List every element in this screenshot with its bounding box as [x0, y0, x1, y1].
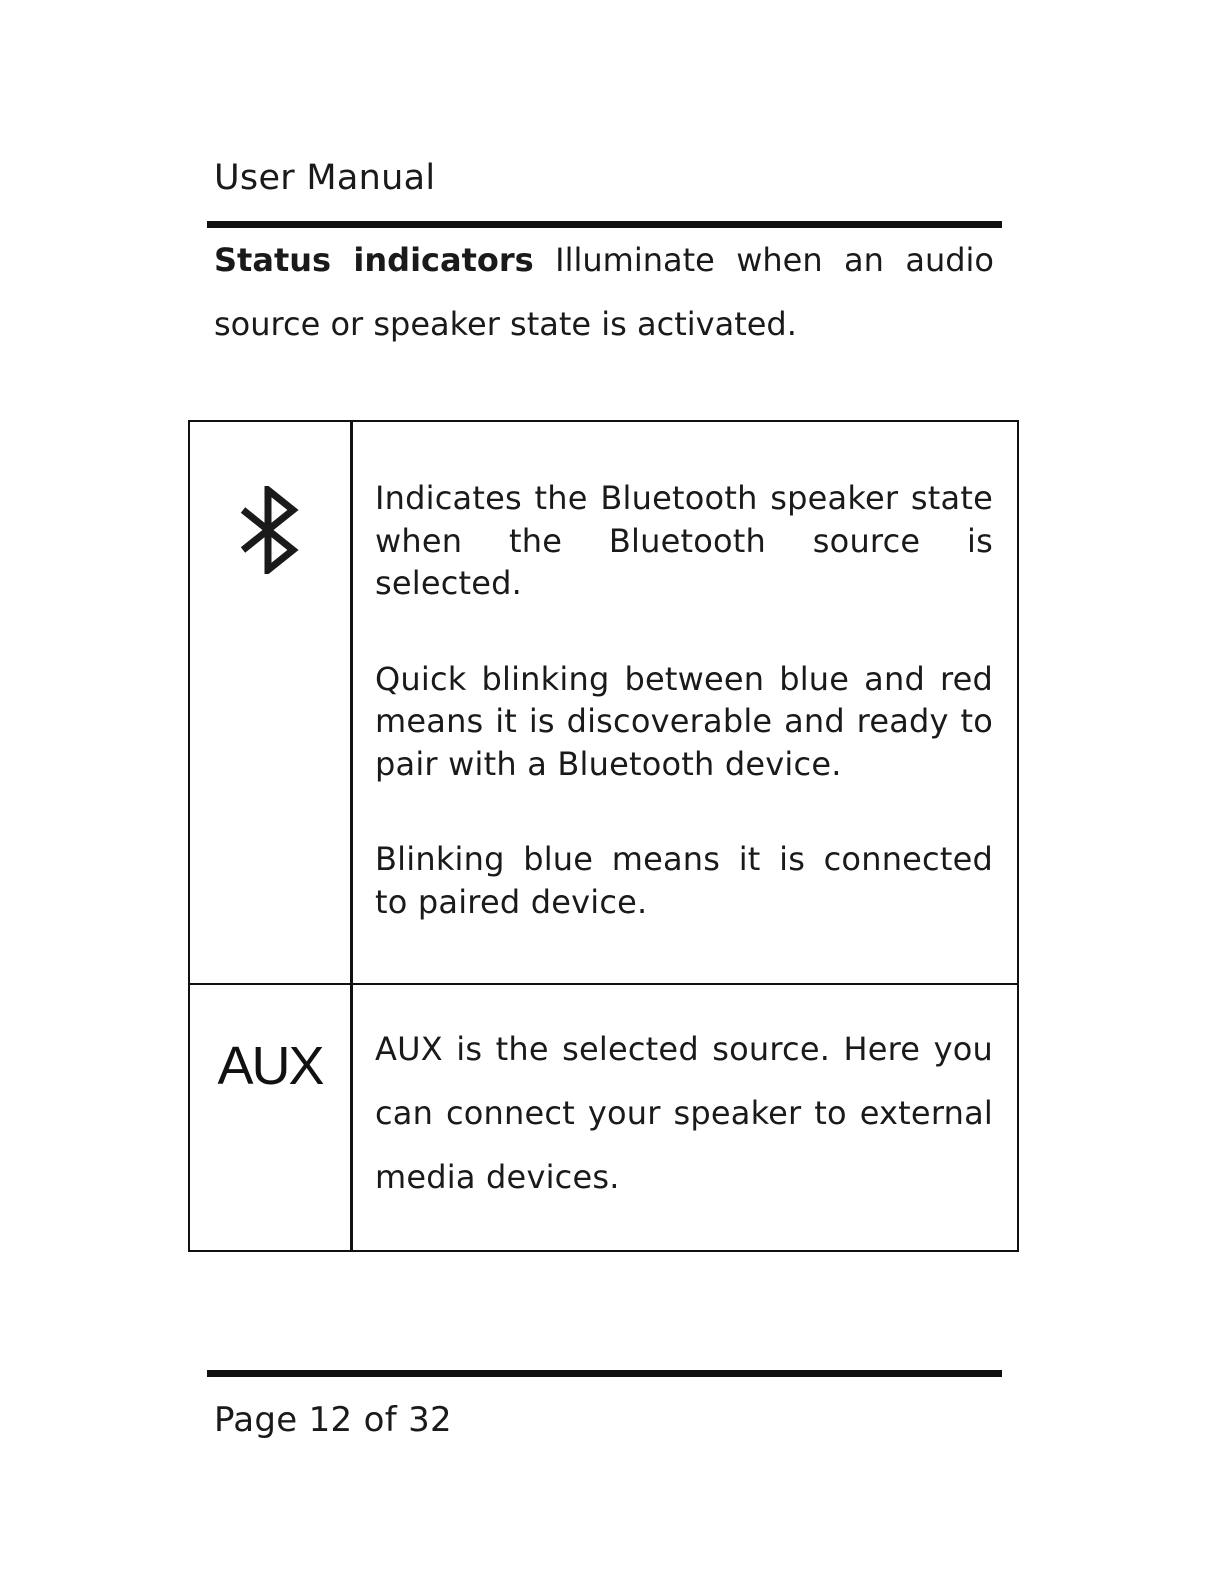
table-row-aux: [189, 984, 1018, 1251]
bluetooth-description-1: Indicates the Bluetooth speaker state when the Bluetooth source is selected.: [375, 479, 993, 602]
intro-lead: Status indicators: [214, 241, 534, 279]
bluetooth-icon-cell: [189, 421, 352, 984]
intro-text: Illuminate when an audio source or speaker state is activated.: [214, 241, 995, 343]
bluetooth-description-3: Blinking blue means it is connected to paired device.: [375, 840, 993, 921]
aux-description: AUX is the selected source. Here you can connect your speaker to external media devices.: [375, 1030, 993, 1196]
table-row-bluetooth: [189, 421, 1018, 984]
aux-description-cell: [352, 984, 1019, 1251]
bluetooth-icon: [235, 486, 305, 574]
page-header-title: User Manual: [214, 158, 436, 198]
footer-divider: [207, 1370, 1002, 1377]
status-indicator-table: [188, 420, 1019, 1252]
aux-icon: AUX: [217, 1036, 323, 1096]
intro-paragraph: [214, 228, 994, 356]
bluetooth-description-cell: [352, 421, 1019, 984]
bluetooth-description-2: Quick blinking between blue and red means it is discoverable and ready to pair with a Bluetooth device.: [375, 659, 993, 783]
aux-icon-cell: [189, 984, 352, 1251]
page-number: Page 12 of 32: [214, 1400, 452, 1440]
header-divider: [207, 221, 1002, 228]
